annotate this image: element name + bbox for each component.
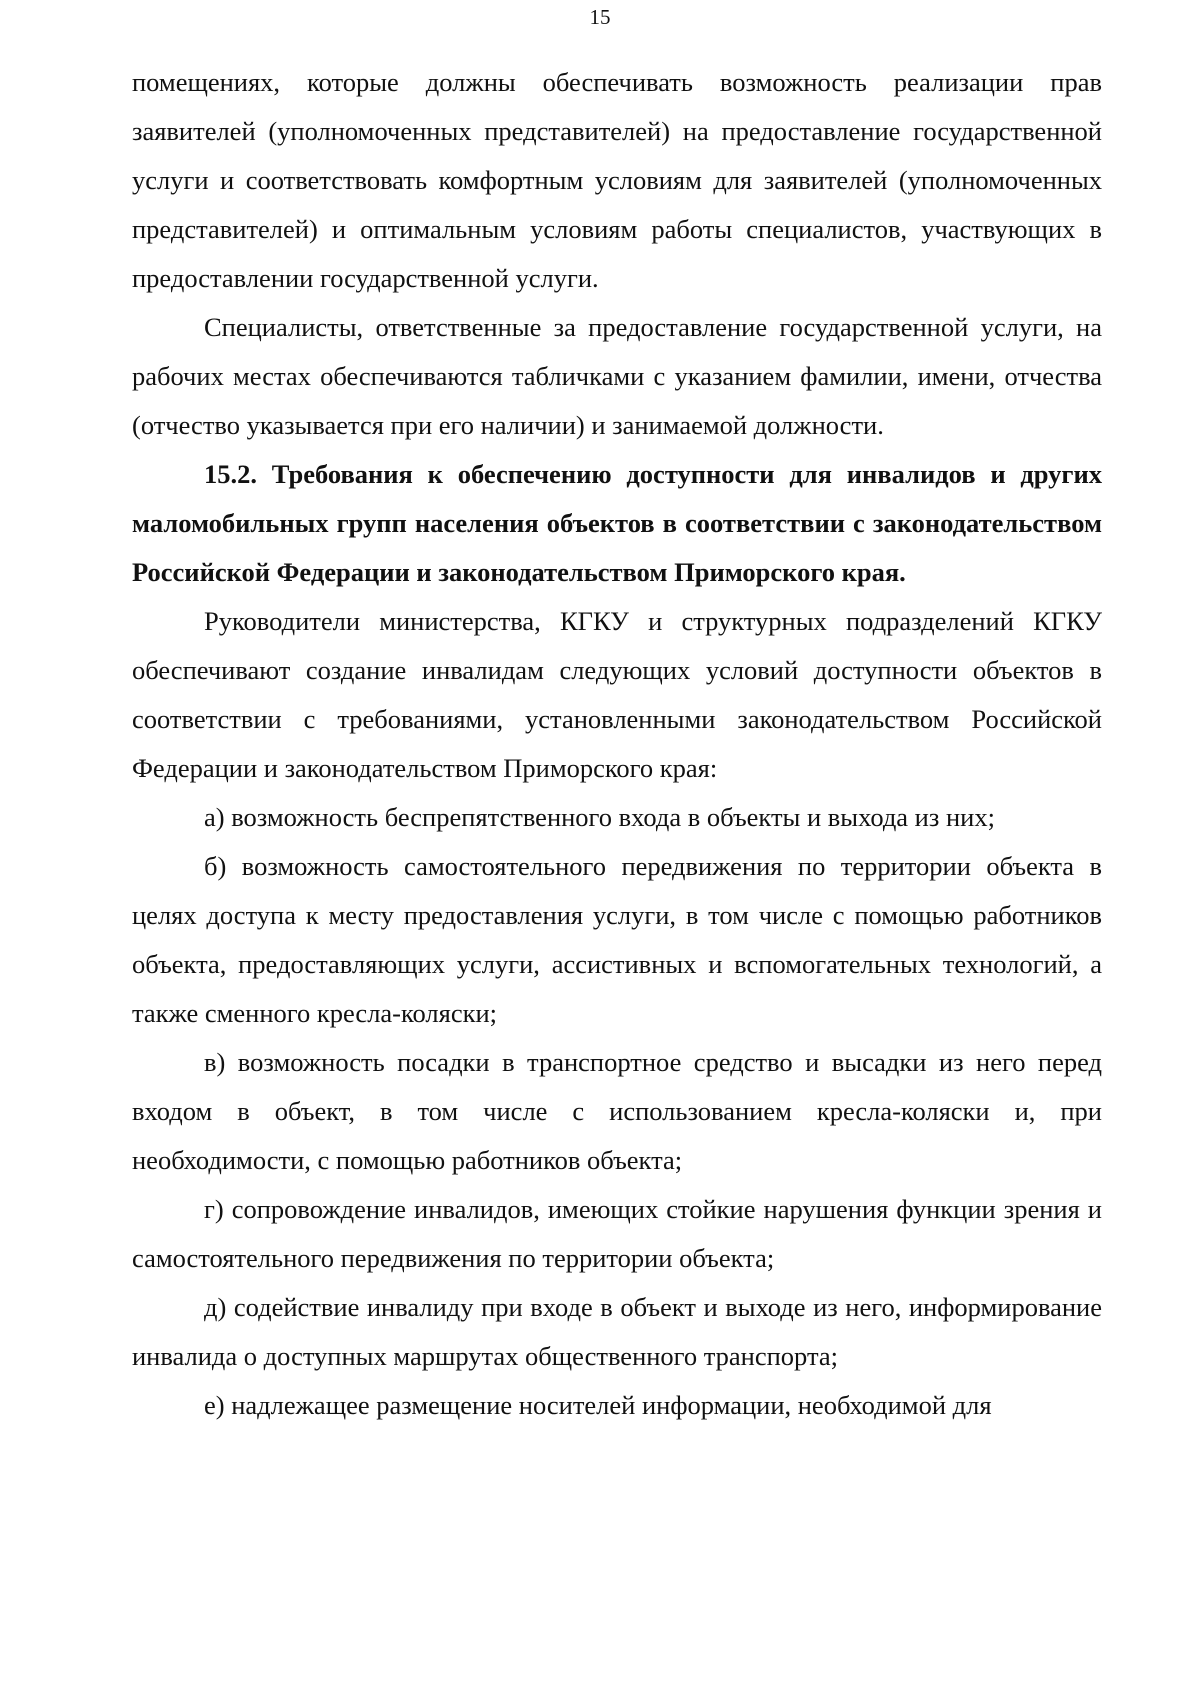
paragraph-continuation: помещениях, которые должны обеспечивать возможность реализации прав заявителей (уполномоченных представителей) на предоставление государственной услуги и соответствовать комфортным условиям для заявителей (уполномоченных представителей) и оптимальным условиям работы специалистов, участвующих в предоставлении государственной услуги. [132,67,1102,293]
paragraph-requirements-intro: Руководители министерства, КГКУ и структурных подразделений КГКУ обеспечивают создание инвалидам следующих условий доступности объектов в соответствии с требованиями, установленными законодательством Российской Федерации и законодательством Приморского края: [132,606,1102,783]
document-body [132,58,1102,1430]
list-item-v: в) возможность посадки в транспортное средство и высадки из него перед входом в объект, в том числе с использованием кресла-коляски и, при необходимости, с помощью работников объекта; [132,1047,1102,1175]
section-heading-15-2: 15.2. Требования к обеспечению доступности для инвалидов и других маломобильных групп населения объектов в соответствии с законодательством Российской Федерации и законодательством Приморского края. [132,459,1102,587]
list-item-b: б) возможность самостоятельного передвижения по территории объекта в целях доступа к месту предоставления услуги, в том числе с помощью работников объекта, предоставляющих услуги, ассистивных и вспомогательных технологий, а также сменного кресла-коляски; [132,851,1102,1028]
list-item-e: е) надлежащее размещение носителей информации, необходимой для [204,1390,992,1420]
paragraph-specialists: Специалисты, ответственные за предоставление государственной услуги, на рабочих местах обеспечиваются табличками с указанием фамилии, имени, отчества (отчество указывается при его наличии) и занимаемой должности. [132,312,1102,440]
list-item-a: а) возможность беспрепятственного входа в объекты и выхода из них; [204,802,995,832]
list-item-g: г) сопровождение инвалидов, имеющих стойкие нарушения функции зрения и самостоятельного передвижения по территории объекта; [132,1194,1102,1273]
page-number: 15 [589,5,611,29]
list-item-d: д) содействие инвалиду при входе в объект и выходе из него, информирование инвалида о доступных маршрутах общественного транспорта; [132,1292,1102,1371]
